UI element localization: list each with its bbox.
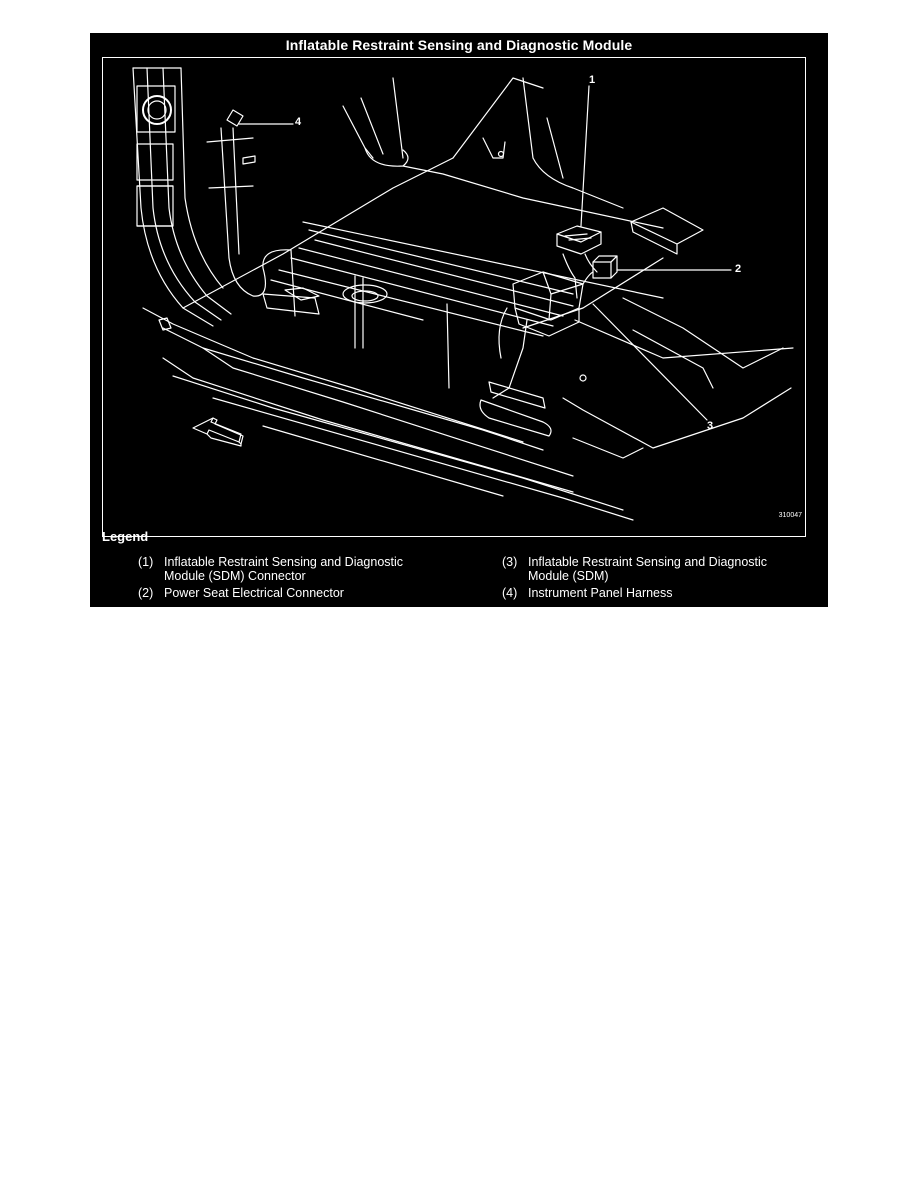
legend-heading: Legend bbox=[102, 529, 149, 544]
callout-3: 3 bbox=[707, 420, 714, 432]
legend-item-text: Instrument Panel Harness bbox=[528, 586, 673, 600]
callout-4: 4 bbox=[295, 116, 302, 128]
legend-item-number: (3) bbox=[502, 555, 518, 569]
vehicle-floor-illustration bbox=[103, 58, 806, 537]
callout-2: 2 bbox=[735, 263, 742, 275]
legend-item-number: (1) bbox=[138, 555, 154, 569]
front-direction-arrow-icon bbox=[193, 418, 243, 446]
legend-item-text: Inflatable Restraint Sensing and Diagnostic Module (SDM) Connector bbox=[164, 555, 404, 583]
diagram-title: Inflatable Restraint Sensing and Diagnostic Module bbox=[285, 37, 633, 53]
legend-item-number: (2) bbox=[138, 586, 154, 600]
legend-item-number: (4) bbox=[502, 586, 518, 600]
figure-id: 310047 bbox=[778, 512, 802, 519]
legend-item-text: Inflatable Restraint Sensing and Diagnostic Module (SDM) bbox=[528, 555, 768, 583]
illustration-frame bbox=[102, 57, 806, 537]
diagram-panel bbox=[90, 33, 828, 607]
callout-1: 1 bbox=[589, 74, 596, 86]
legend-item-text: Power Seat Electrical Connector bbox=[164, 586, 344, 600]
